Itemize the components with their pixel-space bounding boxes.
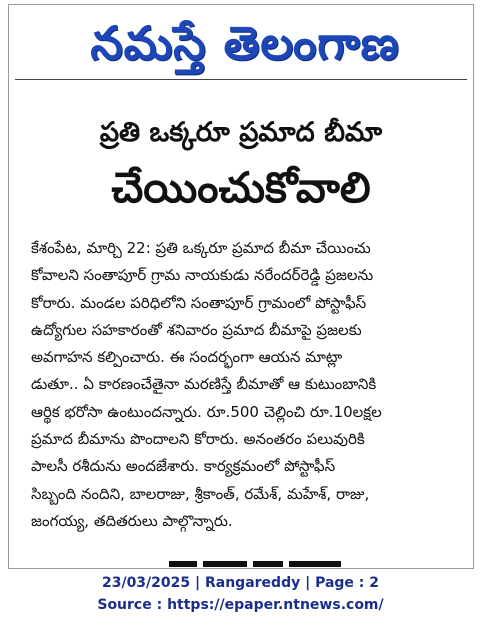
headline-line-1: ప్రతి ఒక్కరూ ప్రమాద బీమా	[99, 117, 383, 148]
footer-source-line: Source : https://epaper.ntnews.com/	[97, 597, 384, 613]
article-line: కోరారు. మండల పరిధిలోని సంతాపూర్ గ్రామంలో పోస్టాఫీస్	[31, 293, 367, 312]
newspaper-masthead: నమస్తే తెలంగాణ	[90, 16, 400, 70]
article-line: కోవాలని సంతాపూర్ గ్రామ నాయకుడు నరేందర్‌రెడ్డి ప్రజలను	[31, 266, 374, 285]
footer-date-line: 23/03/2025 | Rangareddy | Page : 2	[101, 575, 380, 591]
article-line: ఆర్థిక భరోసా ఉంటుందన్నారు. రూ.500 చెల్లించి రూ.10లక్షల	[31, 402, 382, 421]
article-line: కేశంపేట, మార్చి 22: ప్రతి ఒక్కరూ ప్రమాద బీమా చేయించు	[31, 239, 371, 257]
headline-line-2: చేయించుకోవాలి	[111, 163, 371, 212]
clipping-frame	[8, 4, 474, 569]
article-line: ఉద్యోగుల సహకారంతో శనివారం ప్రమాద బీమాపై ప్రజలకు	[31, 320, 362, 339]
masthead-divider	[15, 79, 467, 80]
article-line: డుతూ.. ఏ కారణంచేతైనా మరణిస్తే బీమాతో ఆ కుటుంబానికి	[31, 375, 377, 394]
article-body	[31, 235, 451, 535]
article-line: సిబ్బంది నందిని, బాలరాజు, శ్రీకాంత్, రమేశ్, మహేశ్, రాజు,	[31, 484, 370, 503]
article-line: అవగాహన కల్పించారు. ఈ సందర్భంగా ఆయన మాట్లా	[31, 348, 343, 367]
article-line: జంగయ్య, తదితరులు పాల్గొన్నారు.	[31, 511, 233, 530]
article-line: పాలసీ రశీదును అందజేశారు. కార్యక్రమంలో పోస్టాఫీస్	[31, 457, 336, 476]
article-line: ప్రమాద బీమాను పొందాలని కోరారు. అనంతరం పలువురికి	[31, 430, 365, 449]
cut-off-next-headline	[169, 547, 359, 569]
